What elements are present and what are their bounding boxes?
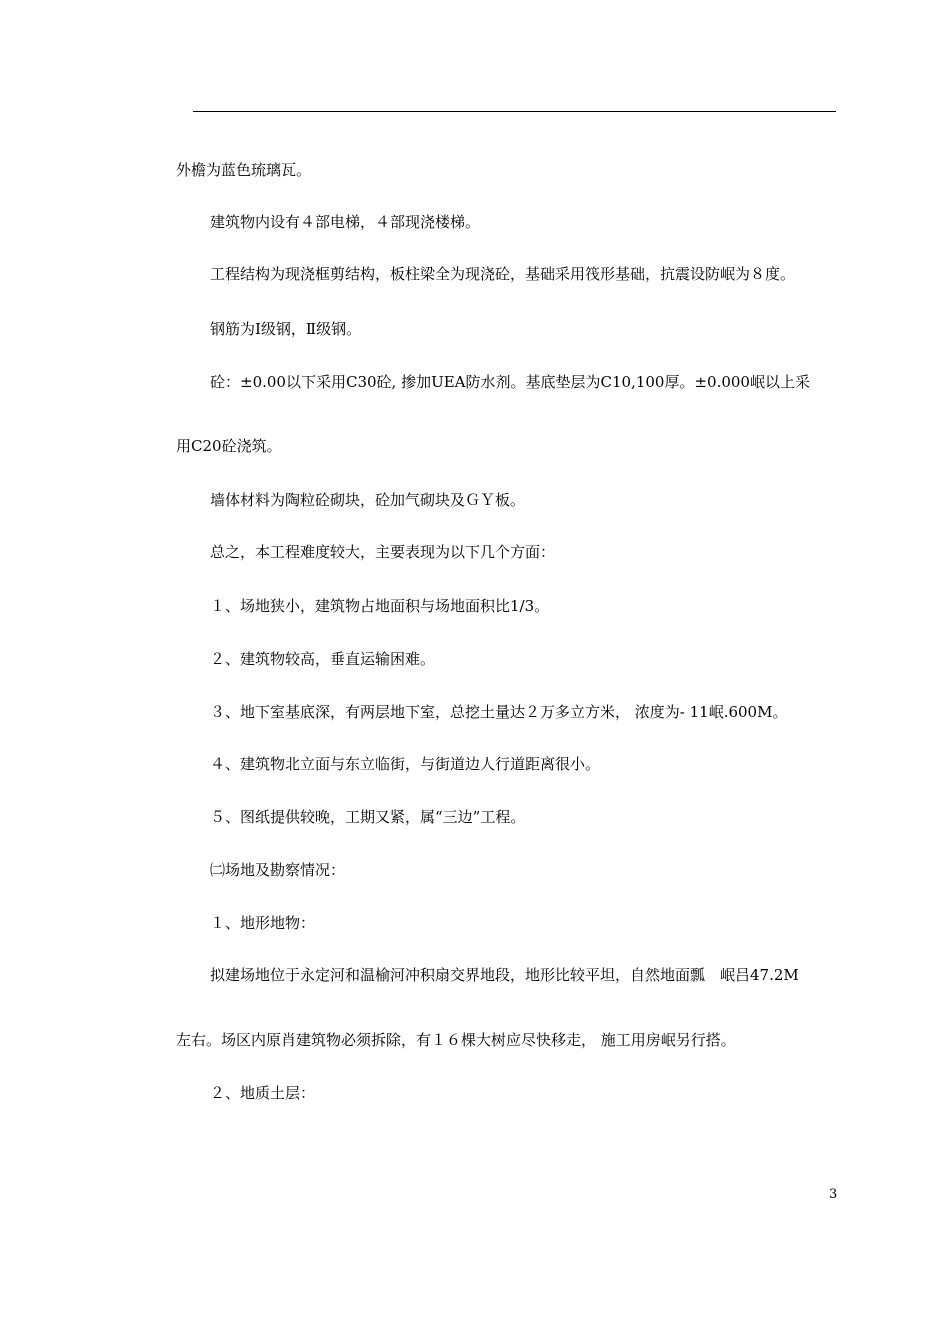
text-line: 总之，本工程难度较大，主要表现为以下几个方面：: [210, 543, 556, 561]
list-item: ５、图纸提供较晚，工期又紧，属“三边”工程。: [210, 808, 526, 826]
text-line: 外檐为蓝色琉璃瓦。: [176, 161, 312, 179]
text-line: 拟建场地位于永定河和温榆河冲积扇交界地段，地形比较平坦，自然地面瓢 岷吕47.2M: [210, 966, 799, 984]
text-line: 砼：±0.00以下采用C30砼, 掺加UEA防水剂。基底垫层为C10,100厚。±0.000岷以上采: [210, 373, 810, 391]
section-heading: ㈡场地及勘察情况：: [210, 861, 346, 879]
list-item: １、场地狭小，建筑物占地面积与场地面积比1/3。: [210, 597, 550, 615]
text-line: 左右。场区内原肖建筑物必须拆除，有１６棵大树应尽快移走， 施工用房岷另行搭。: [176, 1031, 736, 1049]
text-line: 钢筋为Ⅰ级钢，Ⅱ级钢。: [210, 320, 362, 338]
text-line: 建筑物内设有４部电梯，４部现浇楼梯。: [210, 213, 481, 231]
list-item: ２、建筑物较高，垂直运输困难。: [210, 650, 436, 668]
text-line: 用C20砼浇筑。: [176, 437, 282, 455]
page-number: 3: [829, 1187, 838, 1202]
subsection-heading: ２、地质土层：: [210, 1084, 316, 1102]
list-item: ４、建筑物北立面与东立临街，与街道边人行道距离很小。: [210, 755, 601, 773]
text-line: 工程结构为现浇框剪结构，板柱梁全为现浇砼，基础采用筏形基础，抗震设防岷为８度。: [210, 265, 796, 283]
subsection-heading: １、地形地物：: [210, 914, 316, 932]
text-line: 墙体材料为陶粒砼砌块，砼加气砌块及ＧＹ板。: [210, 491, 526, 509]
header-divider: [193, 111, 836, 112]
list-item: ３、地下室基底深，有两层地下室，总挖土量达２万多立方米， 浓度为- 11岷.600M。: [210, 703, 788, 721]
